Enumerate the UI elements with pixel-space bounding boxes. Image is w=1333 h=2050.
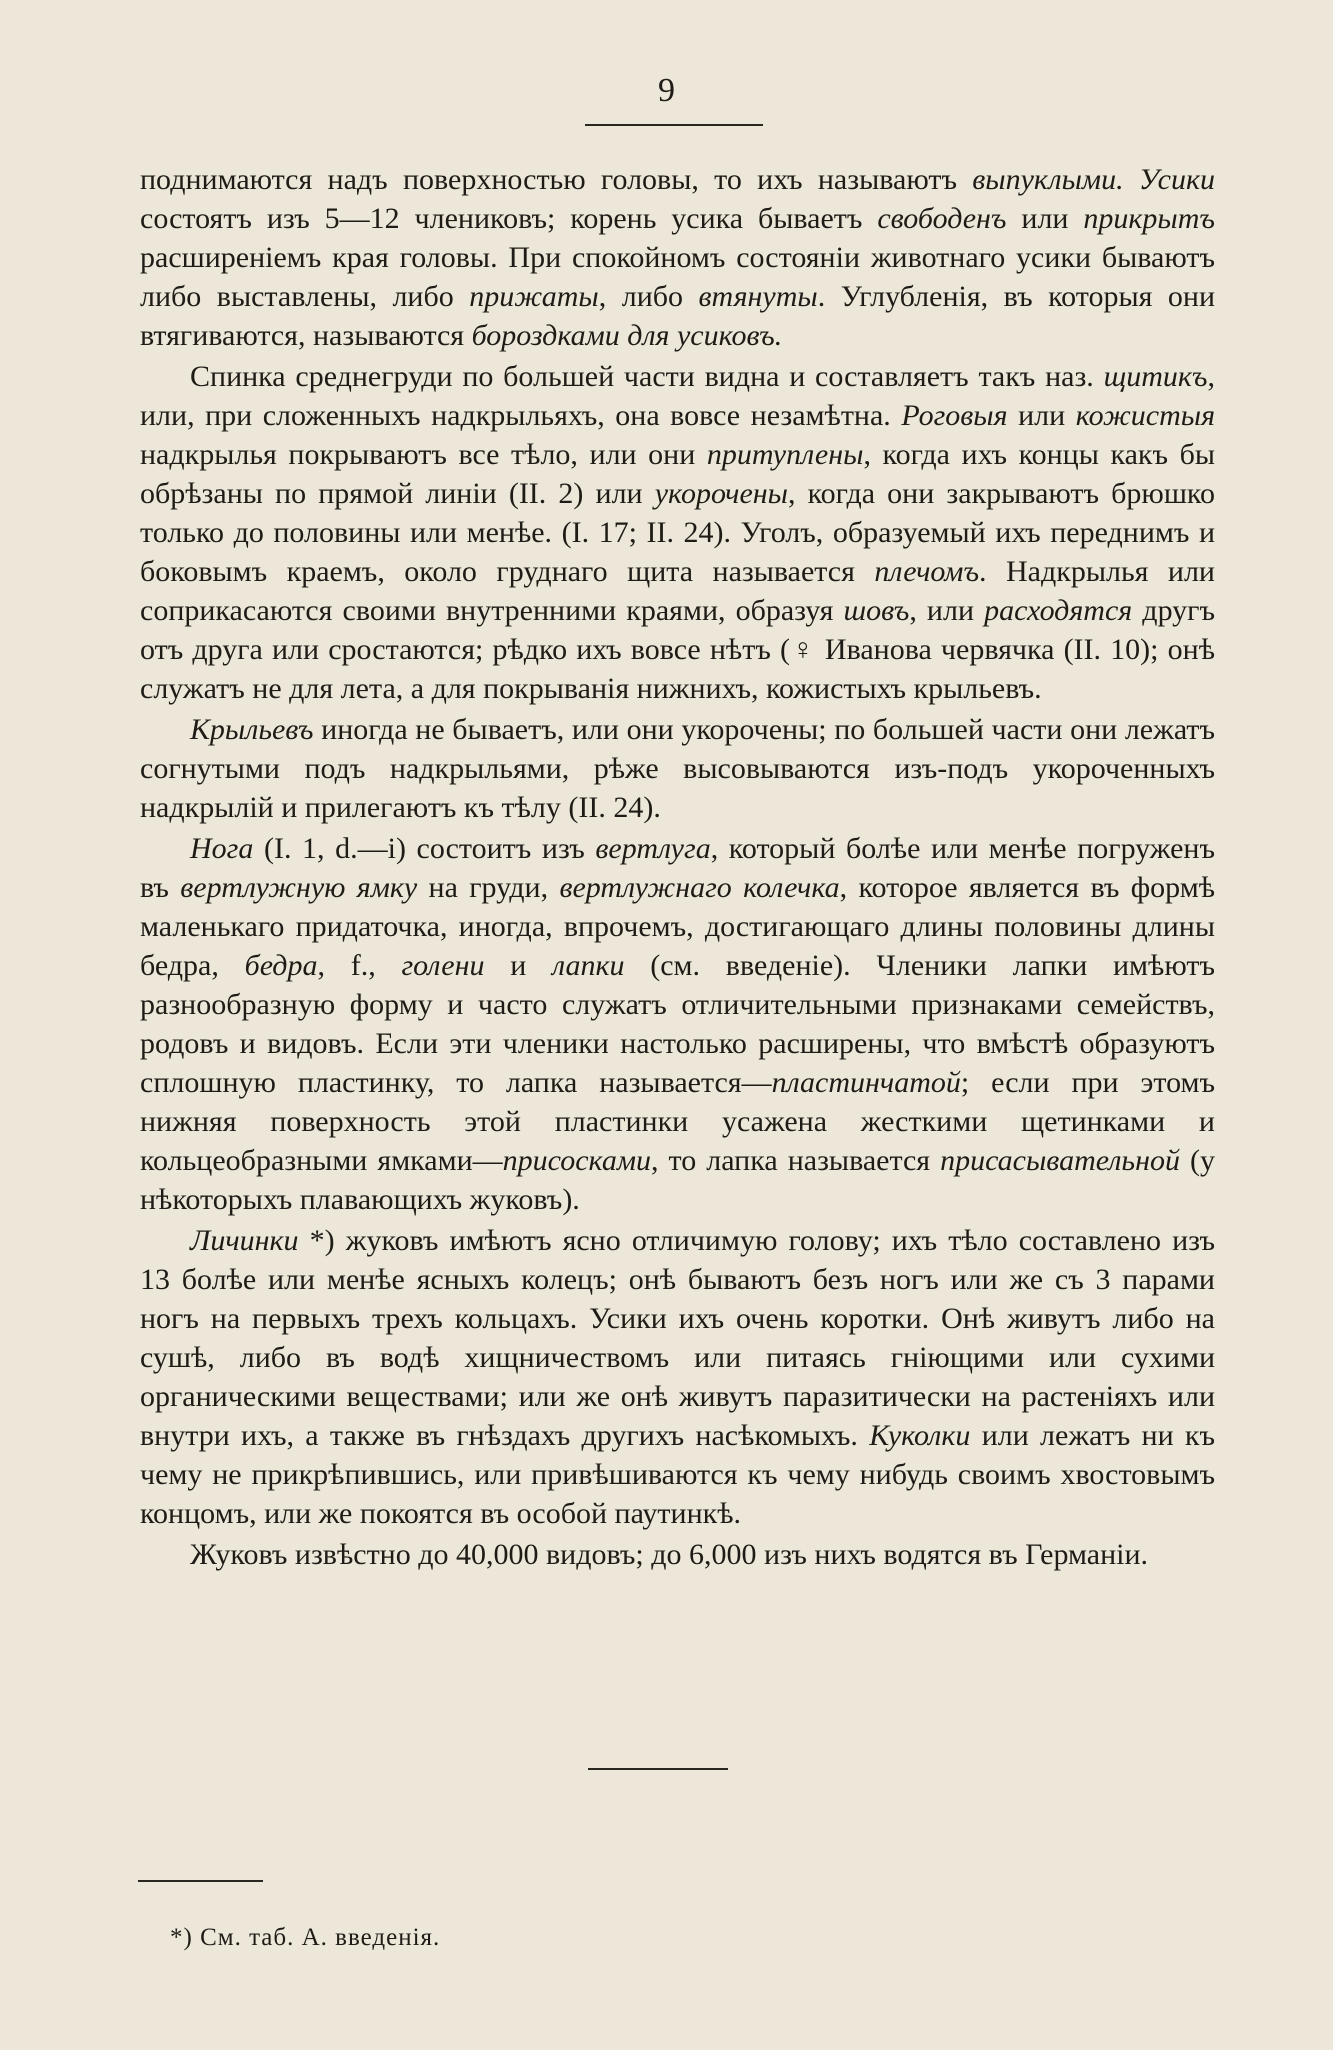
paragraph (140, 1535, 1215, 1574)
text-run: , то лапка называется (650, 1144, 941, 1177)
text-run: , которое является въ формѣ маленькаго придаточка, иногда, впрочемъ, достигающаго длины половины длины бедра, (140, 871, 1215, 982)
paragraph (140, 1221, 1215, 1533)
italic-term: Усики (1138, 163, 1215, 196)
italic-term: Личинки (190, 1224, 299, 1257)
section-end-rule (588, 1768, 728, 1770)
italic-term: прикрытъ (1083, 202, 1215, 235)
italic-term: Нога (190, 832, 254, 865)
italic-term: укорочены (654, 477, 788, 510)
text-run: поднимаются надъ поверхностью головы, то ихъ называютъ (140, 163, 973, 196)
text-run: . Надкрылья или соприкасаются своими внутренними краями, образуя (140, 555, 1215, 627)
paragraph (140, 357, 1215, 708)
footnote: *) См. таб. А. введенія. (170, 1924, 441, 1951)
italic-term: расходятся (984, 594, 1133, 627)
text-run: или лежатъ ни къ чему не прикрѣпившись, или привѣшиваются къ чему нибудь своимъ хвостовымъ концомъ, или же покоятся въ особой паутинкѣ. (140, 1419, 1215, 1530)
italic-term: щитикъ (1103, 360, 1208, 393)
italic-term: голени (401, 949, 485, 982)
italic-term: плечомъ (874, 555, 980, 588)
text-run: на груди, (417, 871, 560, 904)
italic-term: шовъ (843, 594, 910, 627)
text-run: , f., (317, 949, 402, 982)
italic-term: пластинчатой (771, 1066, 961, 1099)
text-run: состоятъ изъ 5—12 члениковъ; корень усика бываетъ (140, 202, 878, 235)
italic-term: кожистыя (1075, 399, 1216, 432)
text-run: (у нѣкоторыхъ плавающихъ жуковъ). (140, 1144, 1215, 1216)
text-run: . Углубленія, въ которыя они втягиваются, называются (140, 280, 1215, 352)
text-run: (см. введеніе). Членики лапки имѣютъ разнообразную форму и часто служатъ отличительными признаками семействъ, родовъ и видовъ. Если эти членики настолько расширены, что вмѣстѣ образуютъ сплошную пластинку, то лапка называется— (140, 949, 1215, 1099)
paragraph (140, 160, 1215, 355)
text-run: , когда они закрываютъ брюшко только до половины или менѣе. (I. 17; II. 24). Уголъ, образуемый ихъ переднимъ и боковымъ краемъ, около груднаго щита называется (140, 477, 1215, 588)
body-text (140, 160, 1215, 1574)
text-run: другъ отъ друга или сростаются; рѣдко ихъ вовсе нѣтъ (♀ Иванова червячка (II. 10); онѣ служатъ не для лета, а для покрыванія нижнихъ, кожистыхъ крыльевъ. (140, 594, 1215, 705)
text-run: надкрылья покрываютъ все тѣло, или они (140, 438, 707, 471)
text-run: ; если при этомъ нижняя поверхность этой пластинки усажена жесткими щетинками и кольцеобразными ямками— (140, 1066, 1215, 1177)
italic-term: Роговыя (901, 399, 1008, 432)
italic-term: втянуты (698, 280, 818, 313)
italic-term: бедра (244, 949, 318, 982)
italic-term: свободенъ (877, 202, 1007, 235)
text-run: Спинка среднегруди по большей части видна и составляетъ такъ наз. (190, 360, 1104, 393)
text-run: , или, при сложенныхъ надкрыльяхъ, она вовсе незамѣтна. (140, 360, 1215, 432)
italic-term: присосками (502, 1144, 651, 1177)
text-run: , когда ихъ концы какъ бы обрѣзаны по прямой линіи (II. 2) или (140, 438, 1215, 510)
italic-term: Куколки (869, 1419, 971, 1452)
italic-term: притуплены (706, 438, 864, 471)
italic-term: прижаты (469, 280, 599, 313)
italic-term: вертлуга (595, 832, 711, 865)
text-run: иногда не бываетъ, или они укорочены; по большей части они лежатъ согнутыми подъ надкрыльями, рѣже высовываются изъ-подъ укороченныхъ надкрылій и прилегаютъ къ тѣлу (II. 24). (140, 713, 1215, 824)
italic-term: вертлужную ямку (180, 871, 418, 904)
italic-term: вертлужнаго колечка (559, 871, 840, 904)
text-run (1124, 163, 1139, 196)
text-run: , или (909, 594, 985, 627)
header-rule (585, 124, 763, 126)
italic-term: бороздками для усиковъ. (471, 319, 783, 352)
text-run: (I. 1, d.—i) состоитъ изъ (253, 832, 596, 865)
text-run: , либо (598, 280, 699, 313)
page-number: 9 (658, 72, 675, 109)
italic-term: выпуклыми. (972, 163, 1124, 196)
text-run: Жуковъ извѣстно до 40,000 видовъ; до 6,000 изъ нихъ водятся въ Германіи. (190, 1538, 1149, 1571)
text-run: расширеніемъ края головы. При спокойномъ состояніи животнаго усики бываютъ либо выставлены, либо (140, 241, 1215, 313)
text-run: и (484, 949, 553, 982)
text-run: или (1007, 399, 1076, 432)
italic-term: присасывательной (940, 1144, 1180, 1177)
text-run: , который болѣе или менѣе погруженъ въ (140, 832, 1215, 904)
paragraph (140, 829, 1215, 1219)
footnote-rule (138, 1880, 263, 1882)
italic-term: Крыльевъ (190, 713, 314, 746)
italic-term: лапки (552, 949, 625, 982)
text-run: *) жуковъ имѣютъ ясно отличимую голову; ихъ тѣло составлено изъ 13 болѣе или менѣе ясныхъ колецъ; онѣ бываютъ безъ ногъ или же съ 3 парами ногъ на первыхъ трехъ кольцахъ. Усики ихъ очень коротки. Онѣ живутъ либо на сушѣ, либо въ водѣ хищничествомъ или питаясь гніющими или сухими органическими веществами; или же онѣ живутъ паразитически на растеніяхъ или внутри ихъ, а также въ гнѣздахъ другихъ насѣкомыхъ. (140, 1224, 1215, 1452)
text-run: или (1006, 202, 1084, 235)
paragraph (140, 710, 1215, 827)
